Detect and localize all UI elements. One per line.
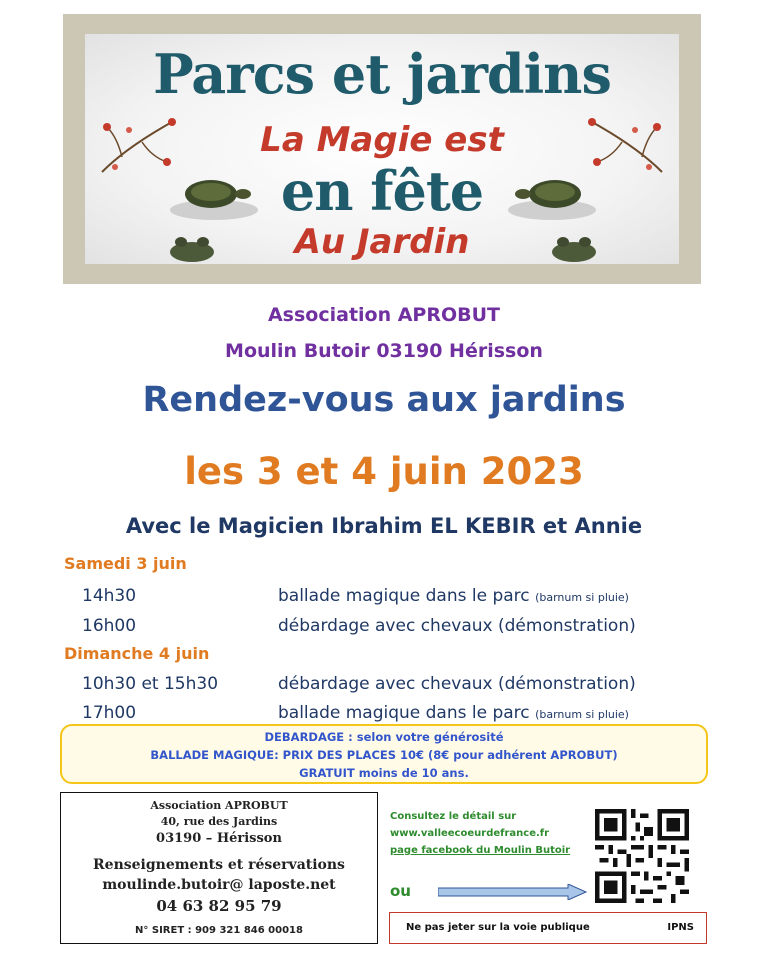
- schedule-time: 10h30 et 15h30: [82, 674, 219, 694]
- frog-left-icon: [165, 230, 219, 264]
- qr-code-icon[interactable]: [595, 809, 689, 903]
- schedule-activity: débardage avec chevaux (démonstration): [278, 674, 636, 694]
- event-title: Rendez-vous aux jardins: [142, 380, 626, 420]
- flower-branch-left-icon: [97, 112, 177, 182]
- association-address: Moulin Butoir 03190 Hérisson: [225, 340, 543, 362]
- schedule-note: (barnum si pluie): [535, 708, 629, 721]
- pricing-ballade: BALLADE MAGIQUE: PRIX DES PLACES 10€ (8€ pour adhérent APROBUT): [150, 748, 618, 762]
- schedule-activity: ballade magique dans le parc (barnum si pluie): [278, 586, 629, 606]
- schedule-day-saturday: Samedi 3 juin: [64, 554, 187, 573]
- association-name: Association APROBUT: [267, 304, 501, 326]
- facebook-link[interactable]: page facebook du Moulin Butoir: [390, 845, 571, 856]
- schedule-time: 16h00: [82, 616, 137, 636]
- arrow-right-icon: [438, 884, 588, 900]
- pricing-free: GRATUIT moins de 10 ans.: [299, 766, 469, 780]
- pricing-box: [60, 724, 708, 784]
- website-link[interactable]: www.valleecoeurdefrance.fr: [390, 828, 550, 839]
- turtle-right-icon: [507, 172, 597, 222]
- or-label: ou: [390, 882, 411, 900]
- contact-name: Association APROBUT: [150, 799, 288, 812]
- event-banner: [63, 14, 701, 284]
- schedule-activity: débardage avec chevaux (démonstration): [278, 616, 636, 636]
- schedule-day-sunday: Dimanche 4 juin: [64, 644, 210, 663]
- flower-branch-right-icon: [587, 112, 667, 182]
- contact-phone[interactable]: 04 63 82 95 79: [156, 897, 282, 915]
- banner-panel: [85, 34, 679, 264]
- pricing-debardage: DEBARDAGE : selon votre générosité: [264, 730, 504, 744]
- contact-info-label: Renseignements et réservations: [93, 857, 345, 873]
- banner-title-magie: La Magie est: [260, 120, 504, 160]
- banner-title-fete: en fête: [280, 159, 484, 223]
- footer-notice-box: [389, 912, 707, 944]
- contact-city: 03190 – Hérisson: [156, 831, 282, 846]
- event-guests: Avec le Magicien Ibrahim EL KEBIR et Annie: [125, 514, 643, 538]
- schedule-time: 17h00: [82, 703, 137, 723]
- schedule-time: 14h30: [82, 586, 137, 606]
- schedule-note: (barnum si pluie): [535, 591, 629, 604]
- links-intro: Consultez le détail sur: [390, 811, 517, 822]
- footer-notice: Ne pas jeter sur la voie publique: [406, 922, 590, 933]
- footer-ipns: IPNS: [667, 922, 694, 933]
- frog-right-icon: [547, 230, 601, 264]
- contact-siret: N° SIRET : 909 321 846 00018: [135, 925, 303, 936]
- contact-email[interactable]: moulinde.butoir@ laposte.net: [102, 877, 336, 893]
- turtle-left-icon: [169, 172, 259, 222]
- banner-title-parcs: Parcs et jardins: [153, 42, 611, 106]
- event-dates: les 3 et 4 juin 2023: [184, 450, 584, 493]
- contact-street: 40, rue des Jardins: [160, 815, 278, 828]
- schedule-activity: ballade magique dans le parc (barnum si pluie): [278, 703, 629, 723]
- contact-box: [60, 792, 378, 944]
- banner-title-jardin: Au Jardin: [294, 222, 470, 262]
